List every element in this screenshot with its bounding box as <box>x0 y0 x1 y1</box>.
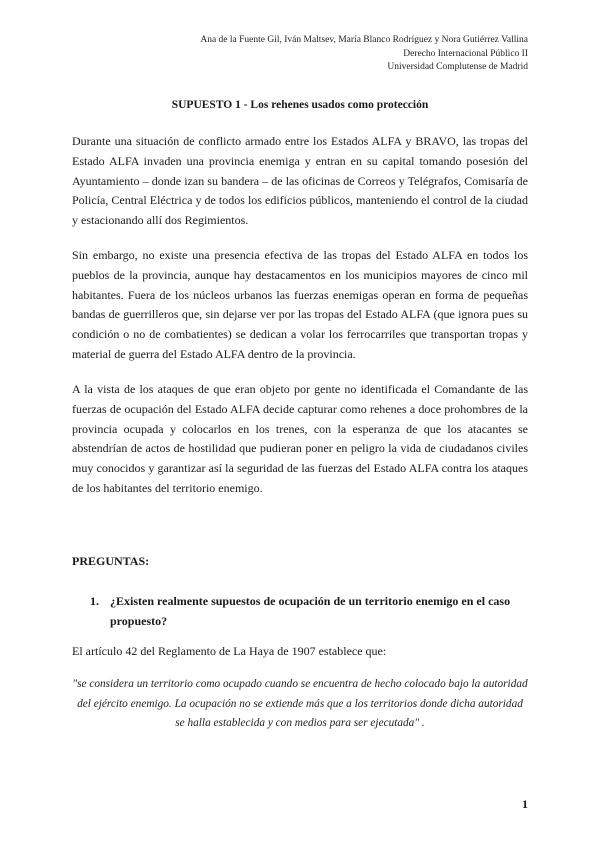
document-title: SUPUESTO 1 - Los rehenes usados como protección <box>171 99 429 111</box>
question-item <box>90 591 528 631</box>
question-number: 1. <box>90 594 99 608</box>
paragraph-1: Durante una situación de conflicto armado entre los Estados ALFA y BRAVO, las tropas del Estado ALFA invaden una provincia enemiga y entran en su capital tomando posesión del Ayuntamiento – donde izan su bandera – de las oficinas de Correos y Telégrafos, Comisaría de Policía, Central Eléctrica y de todos los edificios públicos, manteniendo el control de la ciudad y estacionando allí dos Regimientos. <box>72 134 528 228</box>
header-university: Universidad Complutense de Madrid <box>387 62 528 72</box>
paragraph-3: A la vista de los ataques de que eran objeto por gente no identificada el Comandante de las fuerzas de ocupación del Estado ALFA decide capturar como rehenes a doce prohombres de la provincia ocupada y colocarlos en los trenes, con la esperanza de que los atacantes se abstendrían de actos de hostilidad que pudieran poner en peligro la vida de ciudadanos civiles muy conocidos y garantizar así la seguridad de las fuerzas del Estado ALFA contra los ataques de los habitantes del territorio enemigo. <box>72 382 528 495</box>
page-number: 1 <box>522 797 528 811</box>
header-course: Derecho Internacional Público II <box>403 48 528 59</box>
article-intro: El artículo 42 del Reglamento de La Haya de 1907 establece que: <box>72 644 387 658</box>
paragraph-2: Sin embargo, no existe una presencia efectiva de las tropas del Estado ALFA en todos los pueblos de la provincia, aunque hay destacamentos en los municipios mayores de cinco mil habitantes. Fuera de los núcleos urbanos las fuerzas enemigas operan en forma de pequeñas bandas de guerrilleros que, sin dejarse ver por las tropas del Estado ALFA (que ignora pues su condición o no de combatientes) se dedican a volar los ferrocarriles que transportan tropas y material de guerra del Estado ALFA dentro de la provincia. <box>72 248 528 361</box>
questions-heading: PREGUNTAS: <box>72 554 150 568</box>
page-header <box>200 34 528 75</box>
question-text: ¿Existen realmente supuestos de ocupación de un territorio enemigo en el caso propuesto? <box>110 594 511 628</box>
article-quote: "se considera un territorio como ocupado cuando se encuentra de hecho colocado bajo la autoridad del ejército enemigo. La ocupación no se extiende más que a los territorios donde dicha autoridad se halla establecida y con medios para ser ejecutada" . <box>72 678 528 729</box>
header-authors: Ana de la Fuente Gil, Iván Maltsev, María Blanco Rodríguez y Nora Gutiérrez Vallina <box>200 35 528 45</box>
